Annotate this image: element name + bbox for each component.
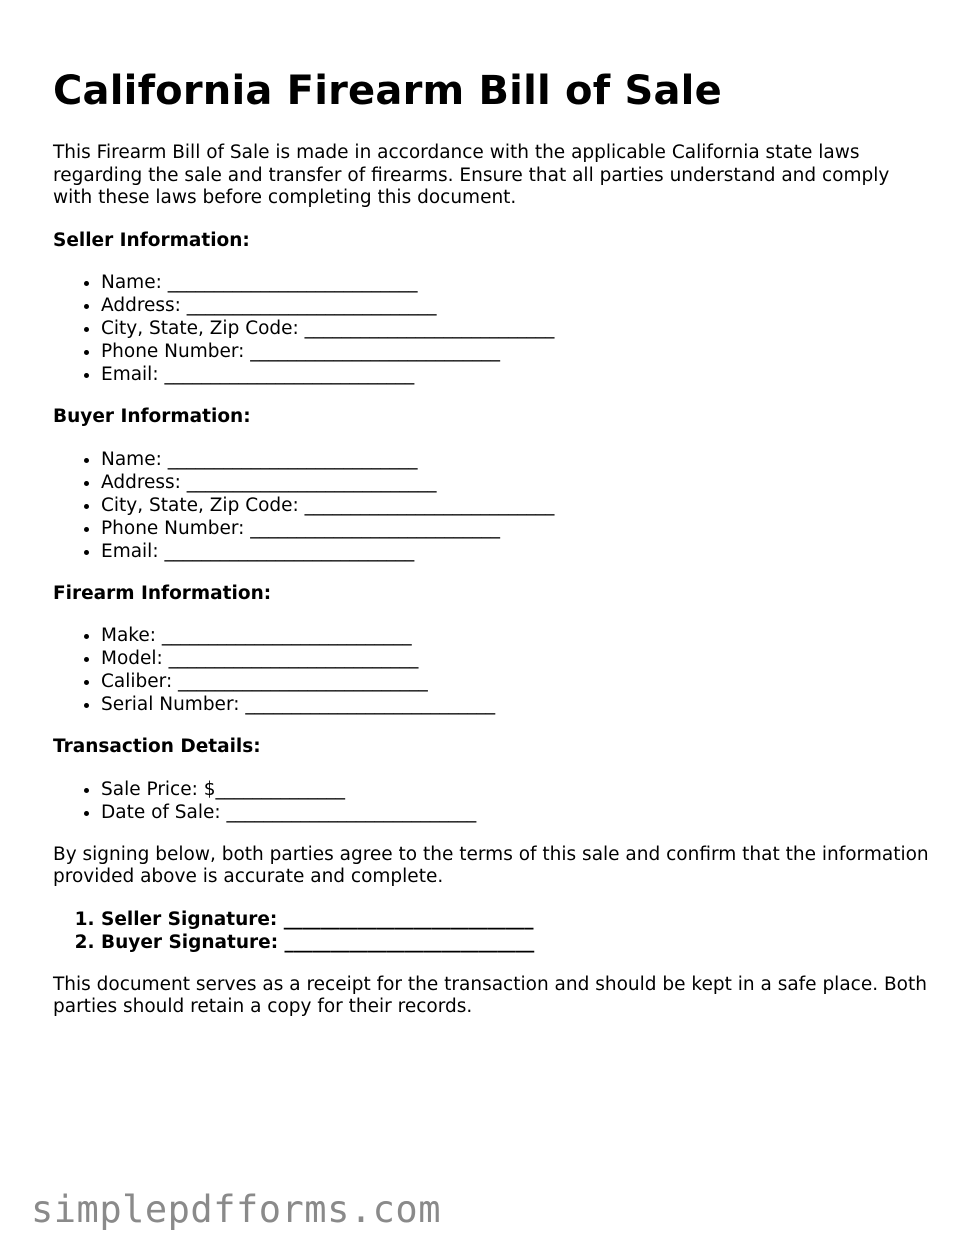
firearm-serial-number-field[interactable]: • Serial Number: ___________________________	[101, 693, 933, 716]
seller-phone-field[interactable]: • Phone Number: ___________________________	[101, 340, 933, 363]
seller-signature-field[interactable]: 1. Seller Signature: ___________________________	[101, 908, 933, 931]
buyer-section-heading: Buyer Information:	[53, 406, 251, 427]
seller-city-state-zip-field[interactable]: • City, State, Zip Code: ___________________________	[101, 317, 933, 340]
firearm-model-field[interactable]: • Model: ___________________________	[101, 647, 933, 670]
document-page	[53, 66, 933, 1019]
seller-address-field[interactable]: • Address: ___________________________	[101, 294, 933, 317]
agreement-paragraph: By signing below, both parties agree to the terms of this sale and confirm that the information provided above is accurate and complete.	[53, 843, 929, 887]
buyer-signature-field[interactable]: 2. Buyer Signature: ___________________________	[101, 931, 933, 954]
transaction-section-heading: Transaction Details:	[53, 736, 261, 757]
transaction-fields-list	[53, 778, 933, 824]
document-title: California Firearm Bill of Sale	[53, 68, 722, 114]
date-of-sale-field[interactable]: • Date of Sale: ___________________________	[101, 801, 933, 824]
seller-email-field[interactable]: • Email: ___________________________	[101, 363, 933, 386]
buyer-city-state-zip-field[interactable]: • City, State, Zip Code: ___________________________	[101, 494, 933, 517]
seller-fields-list	[53, 271, 933, 386]
firearm-make-field[interactable]: • Make: ___________________________	[101, 624, 933, 647]
seller-section-heading: Seller Information:	[53, 229, 250, 251]
firearm-caliber-field[interactable]: • Caliber: ___________________________	[101, 670, 933, 693]
buyer-address-field[interactable]: • Address: ___________________________	[101, 471, 933, 494]
firearm-fields-list	[53, 624, 933, 716]
firearm-section-heading: Firearm Information:	[53, 582, 272, 604]
signatures-list	[53, 908, 933, 954]
buyer-phone-field[interactable]: • Phone Number: ___________________________	[101, 517, 933, 540]
buyer-name-field[interactable]: • Name: ___________________________	[101, 448, 933, 471]
closing-paragraph: This document serves as a receipt for the transaction and should be kept in a safe place. Both parties should retain a copy for their records.	[53, 973, 927, 1017]
sale-price-field[interactable]: • Sale Price: $______________	[101, 778, 933, 801]
watermark-text: simplepdfforms.com	[31, 1188, 441, 1231]
seller-name-field[interactable]: • Name: ___________________________	[101, 271, 933, 294]
buyer-fields-list	[53, 448, 933, 563]
intro-paragraph: This Firearm Bill of Sale is made in accordance with the applicable California state laws regarding the sale and transfer of firearms. Ensure that all parties understand and comply with these laws before completing this document.	[53, 142, 890, 208]
buyer-email-field[interactable]: • Email: ___________________________	[101, 540, 933, 563]
